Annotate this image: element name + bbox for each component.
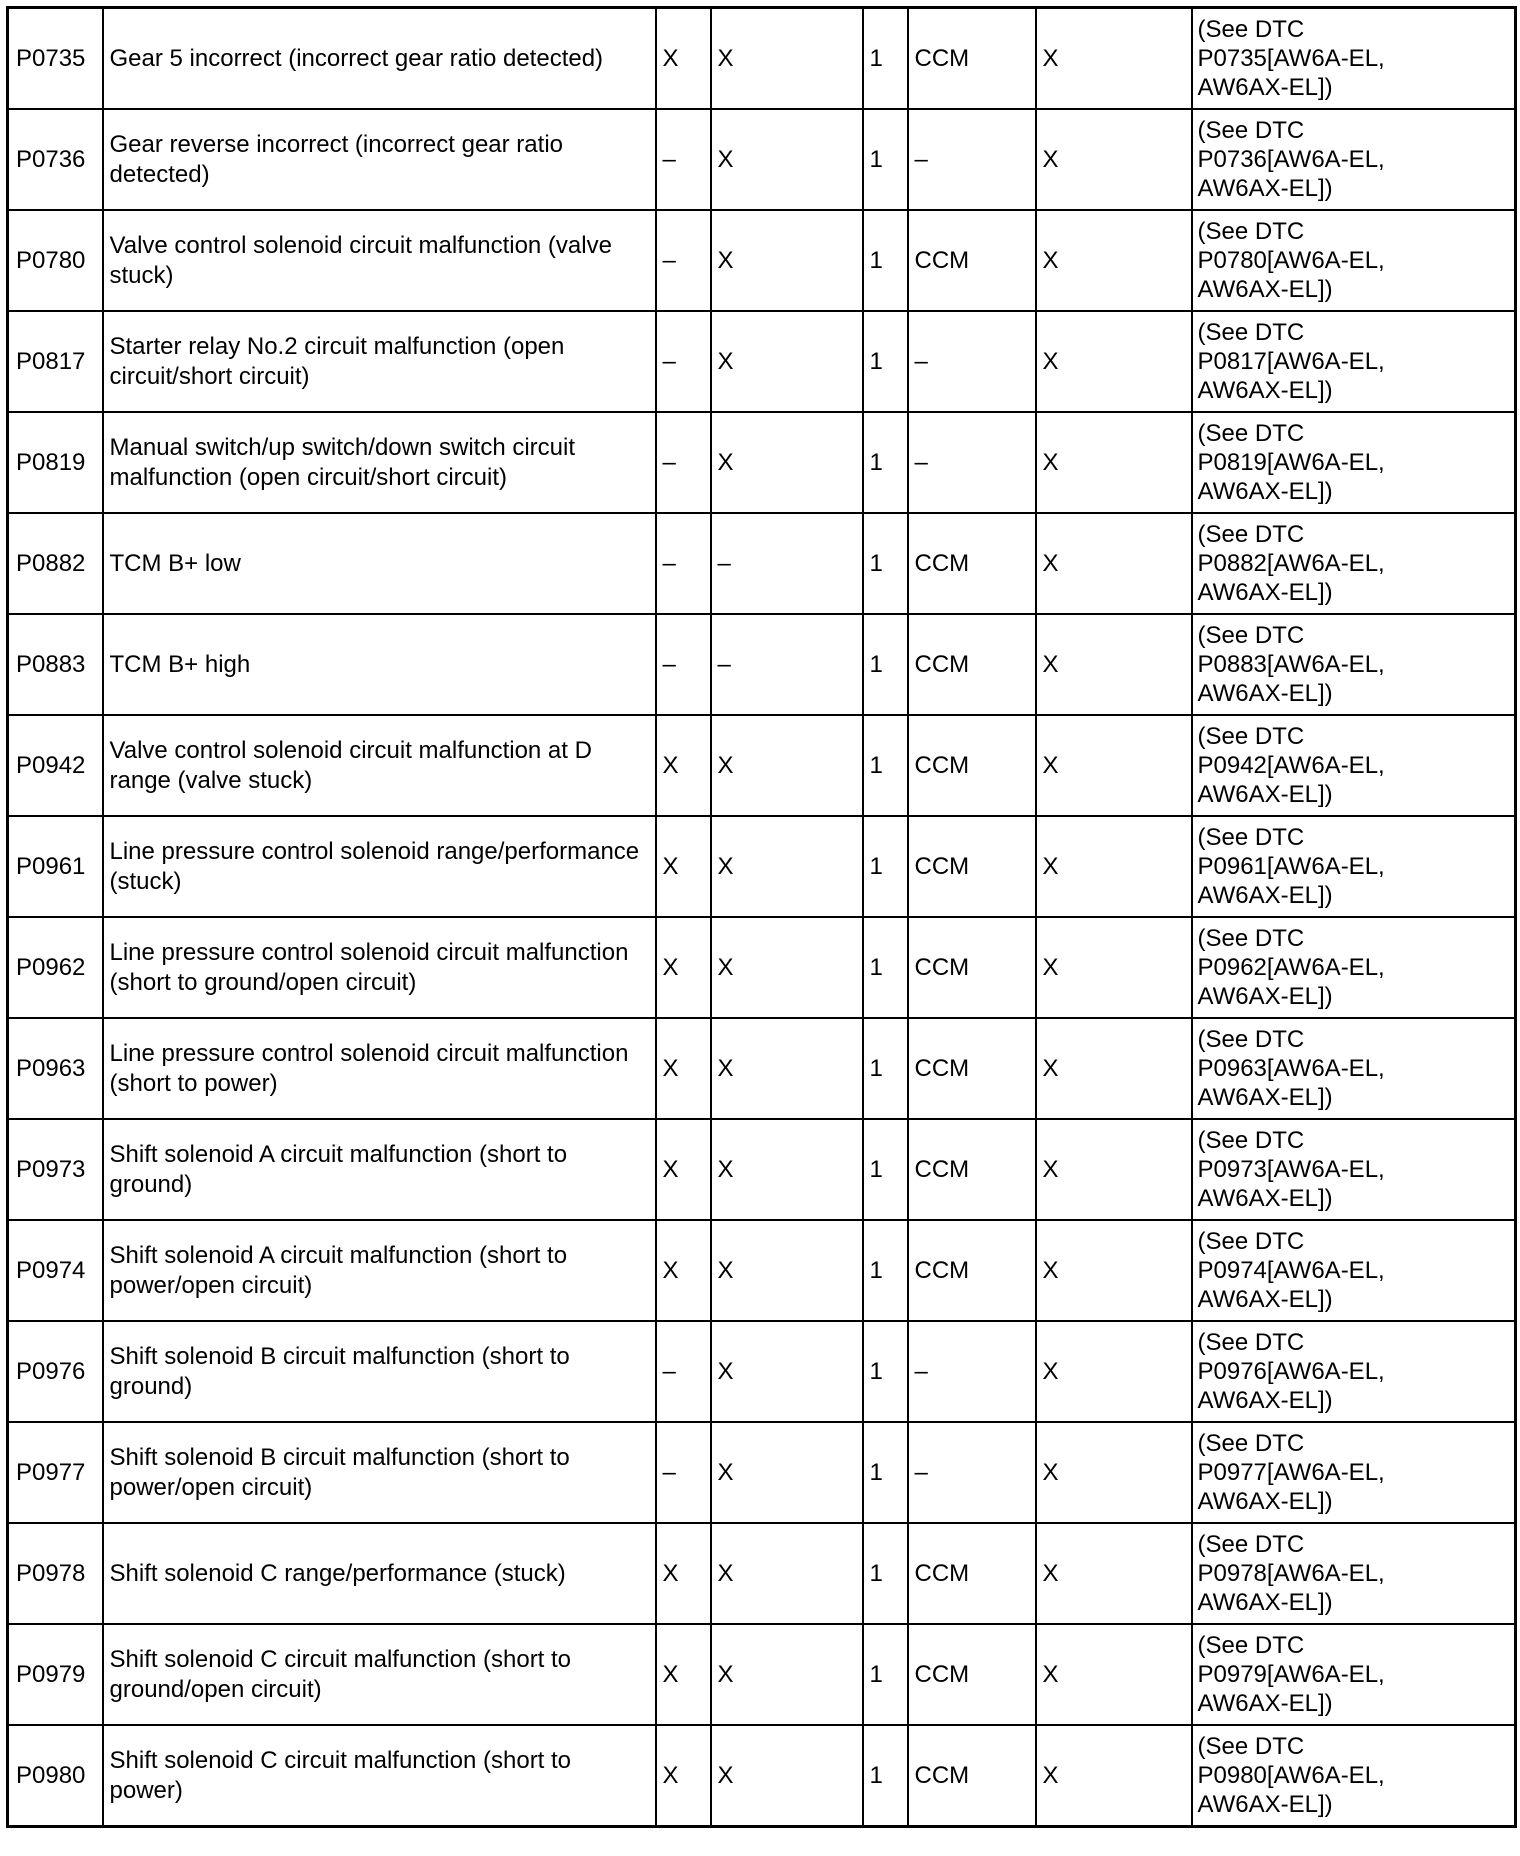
dtc-col3-cell: – — [656, 109, 711, 210]
dtc-col3-cell: X — [656, 1119, 711, 1220]
dtc-reference-cell — [1192, 1624, 1516, 1725]
dtc-col7-cell: X — [1036, 109, 1192, 210]
dtc-col6-cell: – — [908, 1321, 1036, 1422]
dtc-col5-cell: 1 — [863, 8, 908, 110]
dtc-description-cell: Shift solenoid B circuit malfunction (short to ground) — [103, 1321, 656, 1422]
dtc-col3-cell: – — [656, 210, 711, 311]
dtc-reference-cell — [1192, 210, 1516, 311]
dtc-col5-cell: 1 — [863, 1523, 908, 1624]
dtc-col6-cell: – — [908, 412, 1036, 513]
dtc-col5-cell: 1 — [863, 513, 908, 614]
dtc-reference-line: P0963[AW6A-EL, — [1197, 1055, 1385, 1082]
dtc-col7-cell: X — [1036, 816, 1192, 917]
dtc-description-cell: Valve control solenoid circuit malfunction (valve stuck) — [103, 210, 656, 311]
dtc-reference-line: AW6AX-EL]) — [1197, 680, 1333, 707]
dtc-col6-cell: CCM — [908, 715, 1036, 816]
dtc-description-cell: Manual switch/up switch/down switch circuit malfunction (open circuit/short circuit) — [103, 412, 656, 513]
dtc-reference-cell — [1192, 1018, 1516, 1119]
table-row — [8, 715, 1516, 816]
dtc-reference-line: P0962[AW6A-EL, — [1197, 954, 1385, 981]
dtc-col3-cell: X — [656, 816, 711, 917]
dtc-col7-cell: X — [1036, 1422, 1192, 1523]
dtc-reference-cell — [1192, 1422, 1516, 1523]
table-row — [8, 8, 1516, 110]
dtc-col4-cell: X — [711, 1220, 863, 1321]
dtc-code-cell: P0736 — [8, 109, 103, 210]
dtc-col6-cell: CCM — [908, 1119, 1036, 1220]
dtc-reference-line: (See DTC — [1197, 1531, 1305, 1558]
dtc-code-cell: P0974 — [8, 1220, 103, 1321]
dtc-reference-line: (See DTC — [1197, 16, 1305, 43]
dtc-reference-line: P0979[AW6A-EL, — [1197, 1661, 1385, 1688]
dtc-reference-line: P0974[AW6A-EL, — [1197, 1257, 1385, 1284]
dtc-reference-line: AW6AX-EL]) — [1197, 983, 1333, 1010]
dtc-description-cell: Shift solenoid C circuit malfunction (short to power) — [103, 1725, 656, 1827]
dtc-col5-cell: 1 — [863, 109, 908, 210]
dtc-col3-cell: – — [656, 412, 711, 513]
dtc-col4-cell: X — [711, 109, 863, 210]
table-row — [8, 412, 1516, 513]
dtc-reference-cell — [1192, 311, 1516, 412]
dtc-reference-line: P0882[AW6A-EL, — [1197, 550, 1385, 577]
dtc-col6-cell: CCM — [908, 1725, 1036, 1827]
dtc-code-cell: P0942 — [8, 715, 103, 816]
table-row — [8, 513, 1516, 614]
dtc-code-cell: P0780 — [8, 210, 103, 311]
dtc-code-cell: P0976 — [8, 1321, 103, 1422]
dtc-reference-cell — [1192, 1220, 1516, 1321]
dtc-description-cell: Shift solenoid B circuit malfunction (short to power/open circuit) — [103, 1422, 656, 1523]
dtc-reference-line: (See DTC — [1197, 420, 1305, 447]
table-row — [8, 917, 1516, 1018]
dtc-col3-cell: – — [656, 1422, 711, 1523]
dtc-col6-cell: CCM — [908, 614, 1036, 715]
dtc-reference-line: AW6AX-EL]) — [1197, 1488, 1333, 1515]
table-row — [8, 311, 1516, 412]
dtc-col7-cell: X — [1036, 8, 1192, 110]
dtc-col6-cell: CCM — [908, 513, 1036, 614]
dtc-col6-cell: CCM — [908, 816, 1036, 917]
dtc-col4-cell: X — [711, 917, 863, 1018]
dtc-code-cell: P0961 — [8, 816, 103, 917]
dtc-code-cell: P0977 — [8, 1422, 103, 1523]
dtc-reference-line: AW6AX-EL]) — [1197, 276, 1333, 303]
dtc-description-cell: Shift solenoid A circuit malfunction (short to power/open circuit) — [103, 1220, 656, 1321]
dtc-reference-line: (See DTC — [1197, 723, 1305, 750]
dtc-col5-cell: 1 — [863, 1220, 908, 1321]
dtc-col3-cell: – — [656, 1321, 711, 1422]
dtc-reference-line: (See DTC — [1197, 1632, 1305, 1659]
dtc-col7-cell: X — [1036, 1018, 1192, 1119]
table-row — [8, 1523, 1516, 1624]
dtc-reference-line: P0980[AW6A-EL, — [1197, 1762, 1385, 1789]
dtc-col7-cell: X — [1036, 412, 1192, 513]
dtc-col6-cell: – — [908, 109, 1036, 210]
dtc-description-cell: Line pressure control solenoid circuit malfunction (short to power) — [103, 1018, 656, 1119]
dtc-description-cell: Line pressure control solenoid range/performance (stuck) — [103, 816, 656, 917]
dtc-col4-cell: X — [711, 8, 863, 110]
dtc-reference-line: (See DTC — [1197, 218, 1305, 245]
dtc-reference-line: P0735[AW6A-EL, — [1197, 45, 1385, 72]
dtc-code-cell: P0817 — [8, 311, 103, 412]
dtc-reference-line: AW6AX-EL]) — [1197, 1387, 1333, 1414]
dtc-col4-cell: X — [711, 1624, 863, 1725]
dtc-reference-line: P0883[AW6A-EL, — [1197, 651, 1385, 678]
dtc-col7-cell: X — [1036, 1220, 1192, 1321]
dtc-code-cell: P0978 — [8, 1523, 103, 1624]
dtc-col3-cell: X — [656, 1523, 711, 1624]
dtc-col3-cell: X — [656, 1624, 711, 1725]
dtc-reference-cell — [1192, 1119, 1516, 1220]
dtc-reference-cell — [1192, 1523, 1516, 1624]
dtc-col3-cell: – — [656, 513, 711, 614]
dtc-code-cell: P0980 — [8, 1725, 103, 1827]
dtc-description-cell: Shift solenoid C circuit malfunction (short to ground/open circuit) — [103, 1624, 656, 1725]
dtc-col3-cell: X — [656, 1725, 711, 1827]
dtc-col3-cell: X — [656, 1018, 711, 1119]
dtc-col4-cell: – — [711, 513, 863, 614]
dtc-reference-cell — [1192, 917, 1516, 1018]
dtc-col5-cell: 1 — [863, 614, 908, 715]
dtc-description-cell: TCM B+ high — [103, 614, 656, 715]
dtc-reference-line: (See DTC — [1197, 1127, 1305, 1154]
dtc-col4-cell: X — [711, 1119, 863, 1220]
dtc-reference-line: (See DTC — [1197, 521, 1305, 548]
dtc-reference-line: (See DTC — [1197, 622, 1305, 649]
dtc-description-cell: Valve control solenoid circuit malfunction at D range (valve stuck) — [103, 715, 656, 816]
dtc-code-cell: P0962 — [8, 917, 103, 1018]
dtc-col4-cell: X — [711, 715, 863, 816]
dtc-reference-line: (See DTC — [1197, 1329, 1305, 1356]
dtc-description-cell: Line pressure control solenoid circuit malfunction (short to ground/open circuit) — [103, 917, 656, 1018]
dtc-col3-cell: – — [656, 311, 711, 412]
table-row — [8, 1422, 1516, 1523]
dtc-reference-line: P0780[AW6A-EL, — [1197, 247, 1385, 274]
dtc-reference-line: AW6AX-EL]) — [1197, 579, 1333, 606]
dtc-reference-line: (See DTC — [1197, 117, 1305, 144]
dtc-col5-cell: 1 — [863, 412, 908, 513]
dtc-col5-cell: 1 — [863, 1624, 908, 1725]
dtc-reference-cell — [1192, 614, 1516, 715]
dtc-reference-line: P0973[AW6A-EL, — [1197, 1156, 1385, 1183]
dtc-reference-line: P0819[AW6A-EL, — [1197, 449, 1385, 476]
dtc-reference-cell — [1192, 109, 1516, 210]
dtc-reference-line: P0961[AW6A-EL, — [1197, 853, 1385, 880]
dtc-col6-cell: CCM — [908, 1220, 1036, 1321]
table-row — [8, 1321, 1516, 1422]
dtc-col5-cell: 1 — [863, 1321, 908, 1422]
dtc-col6-cell: CCM — [908, 917, 1036, 1018]
dtc-reference-line: (See DTC — [1197, 824, 1305, 851]
dtc-col3-cell: X — [656, 1220, 711, 1321]
dtc-col7-cell: X — [1036, 1523, 1192, 1624]
dtc-description-cell: Gear 5 incorrect (incorrect gear ratio detected) — [103, 8, 656, 110]
dtc-col5-cell: 1 — [863, 917, 908, 1018]
dtc-col6-cell: CCM — [908, 1523, 1036, 1624]
dtc-col4-cell: X — [711, 816, 863, 917]
dtc-col4-cell: – — [711, 614, 863, 715]
dtc-reference-line: AW6AX-EL]) — [1197, 1690, 1333, 1717]
dtc-reference-line: (See DTC — [1197, 925, 1305, 952]
table-row — [8, 1624, 1516, 1725]
dtc-code-cell: P0883 — [8, 614, 103, 715]
dtc-col4-cell: X — [711, 1018, 863, 1119]
dtc-reference-line: P0736[AW6A-EL, — [1197, 146, 1385, 173]
table-row — [8, 109, 1516, 210]
dtc-reference-line: AW6AX-EL]) — [1197, 377, 1333, 404]
dtc-description-cell: Starter relay No.2 circuit malfunction (open circuit/short circuit) — [103, 311, 656, 412]
dtc-reference-line: AW6AX-EL]) — [1197, 882, 1333, 909]
dtc-col7-cell: X — [1036, 1119, 1192, 1220]
dtc-col4-cell: X — [711, 210, 863, 311]
dtc-reference-line: P0942[AW6A-EL, — [1197, 752, 1385, 779]
dtc-reference-line: (See DTC — [1197, 1026, 1305, 1053]
dtc-col7-cell: X — [1036, 1624, 1192, 1725]
dtc-reference-line: AW6AX-EL]) — [1197, 1286, 1333, 1313]
dtc-reference-cell — [1192, 513, 1516, 614]
dtc-reference-line: AW6AX-EL]) — [1197, 1084, 1333, 1111]
dtc-col7-cell: X — [1036, 715, 1192, 816]
dtc-reference-line: AW6AX-EL]) — [1197, 175, 1333, 202]
dtc-col5-cell: 1 — [863, 1725, 908, 1827]
dtc-reference-cell — [1192, 1321, 1516, 1422]
table-row — [8, 210, 1516, 311]
dtc-reference-cell — [1192, 715, 1516, 816]
dtc-reference-line: P0977[AW6A-EL, — [1197, 1459, 1385, 1486]
table-row — [8, 1725, 1516, 1827]
dtc-description-cell: TCM B+ low — [103, 513, 656, 614]
dtc-col5-cell: 1 — [863, 311, 908, 412]
dtc-description-cell: Shift solenoid C range/performance (stuck) — [103, 1523, 656, 1624]
table-row — [8, 1119, 1516, 1220]
dtc-description-cell: Shift solenoid A circuit malfunction (short to ground) — [103, 1119, 656, 1220]
dtc-reference-cell — [1192, 8, 1516, 110]
dtc-code-cell: P0979 — [8, 1624, 103, 1725]
dtc-col4-cell: X — [711, 1321, 863, 1422]
dtc-col4-cell: X — [711, 1725, 863, 1827]
dtc-reference-line: P0978[AW6A-EL, — [1197, 1560, 1385, 1587]
dtc-reference-line: (See DTC — [1197, 319, 1305, 346]
dtc-reference-line: (See DTC — [1197, 1430, 1305, 1457]
dtc-col5-cell: 1 — [863, 715, 908, 816]
dtc-reference-line: (See DTC — [1197, 1228, 1305, 1255]
dtc-col6-cell: CCM — [908, 1018, 1036, 1119]
dtc-col7-cell: X — [1036, 513, 1192, 614]
dtc-reference-cell — [1192, 816, 1516, 917]
dtc-col7-cell: X — [1036, 614, 1192, 715]
dtc-description-cell: Gear reverse incorrect (incorrect gear ratio detected) — [103, 109, 656, 210]
dtc-code-cell: P0973 — [8, 1119, 103, 1220]
dtc-col4-cell: X — [711, 311, 863, 412]
dtc-reference-line: (See DTC — [1197, 1733, 1305, 1760]
dtc-code-cell: P0882 — [8, 513, 103, 614]
dtc-col3-cell: X — [656, 715, 711, 816]
dtc-col5-cell: 1 — [863, 1119, 908, 1220]
table-row — [8, 614, 1516, 715]
dtc-table-body — [8, 8, 1516, 1827]
dtc-col5-cell: 1 — [863, 1422, 908, 1523]
dtc-reference-cell — [1192, 1725, 1516, 1827]
dtc-col7-cell: X — [1036, 917, 1192, 1018]
dtc-reference-line: AW6AX-EL]) — [1197, 1185, 1333, 1212]
dtc-reference-line: AW6AX-EL]) — [1197, 1791, 1333, 1818]
dtc-col7-cell: X — [1036, 1725, 1192, 1827]
dtc-col7-cell: X — [1036, 311, 1192, 412]
table-row — [8, 816, 1516, 917]
dtc-col3-cell: X — [656, 8, 711, 110]
dtc-col6-cell: CCM — [908, 210, 1036, 311]
dtc-code-cell: P0819 — [8, 412, 103, 513]
dtc-col4-cell: X — [711, 412, 863, 513]
dtc-col6-cell: CCM — [908, 8, 1036, 110]
dtc-code-cell: P0963 — [8, 1018, 103, 1119]
dtc-col6-cell: CCM — [908, 1624, 1036, 1725]
dtc-reference-line: AW6AX-EL]) — [1197, 74, 1333, 101]
dtc-col5-cell: 1 — [863, 816, 908, 917]
dtc-col5-cell: 1 — [863, 1018, 908, 1119]
table-row — [8, 1018, 1516, 1119]
table-row — [8, 1220, 1516, 1321]
dtc-reference-cell — [1192, 412, 1516, 513]
dtc-col7-cell: X — [1036, 210, 1192, 311]
dtc-reference-line: P0976[AW6A-EL, — [1197, 1358, 1385, 1385]
dtc-reference-line: AW6AX-EL]) — [1197, 478, 1333, 505]
dtc-col3-cell: X — [656, 917, 711, 1018]
dtc-reference-line: AW6AX-EL]) — [1197, 781, 1333, 808]
dtc-col6-cell: – — [908, 1422, 1036, 1523]
dtc-table — [6, 6, 1517, 1828]
dtc-col4-cell: X — [711, 1523, 863, 1624]
dtc-col6-cell: – — [908, 311, 1036, 412]
dtc-col3-cell: – — [656, 614, 711, 715]
dtc-col4-cell: X — [711, 1422, 863, 1523]
dtc-col5-cell: 1 — [863, 210, 908, 311]
dtc-code-cell: P0735 — [8, 8, 103, 110]
dtc-reference-line: P0817[AW6A-EL, — [1197, 348, 1385, 375]
dtc-col7-cell: X — [1036, 1321, 1192, 1422]
dtc-reference-line: AW6AX-EL]) — [1197, 1589, 1333, 1616]
